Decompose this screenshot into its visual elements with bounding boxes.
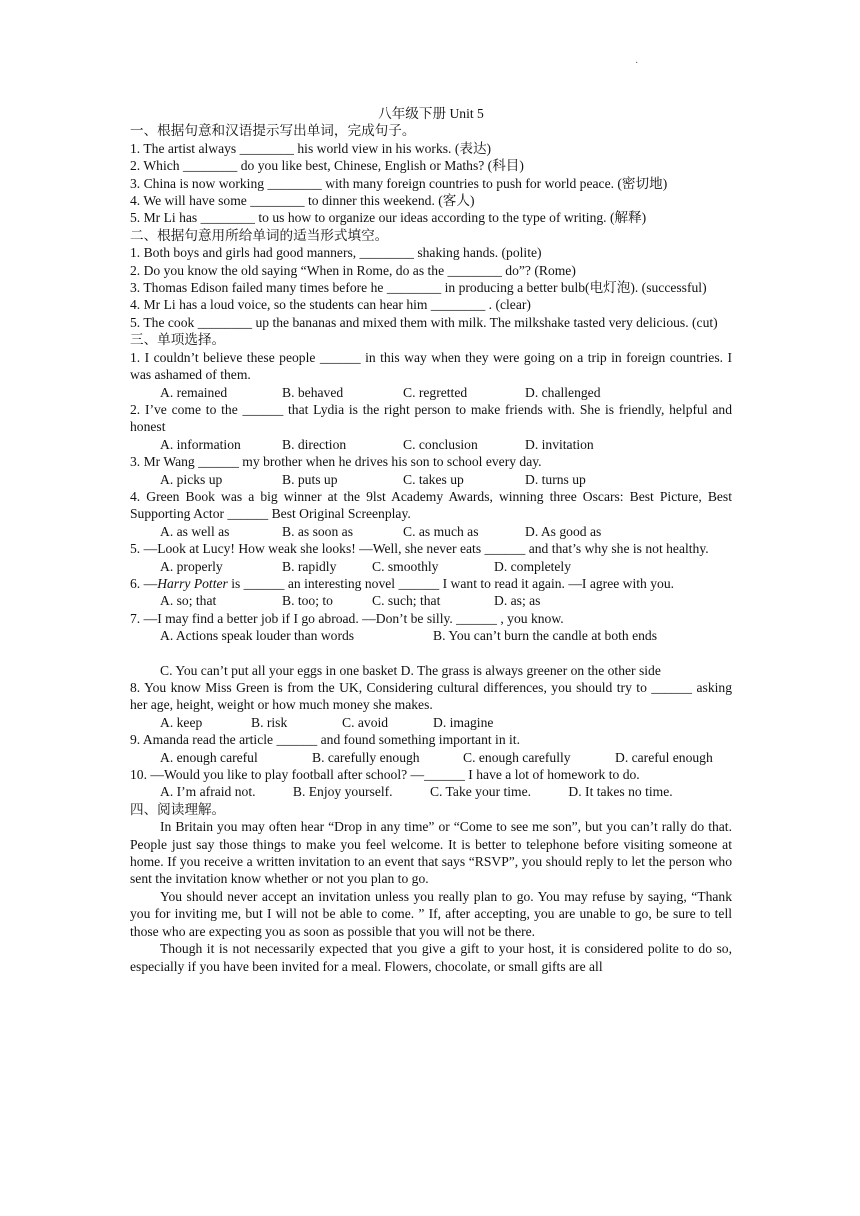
section-3-heading: 三、单项选择。 xyxy=(130,332,226,348)
q4-options xyxy=(130,523,732,540)
worksheet-content xyxy=(130,105,732,975)
reading-paragraph: You should never accept an invitation unless you really plan to go. You may refuse by saying, “Thank you for inviting me, but I will not be able to come. ” If, after accepting, you are unable to go, be sure to tell those who are expecting you as soon as possible that you will not be there. xyxy=(130,888,732,939)
option: A. as well as xyxy=(160,523,230,539)
q5-options xyxy=(130,558,732,575)
s1-item: 4. We will have some ________ to dinner this weekend. (客人) xyxy=(130,193,475,209)
corner-mark: · xyxy=(635,58,639,69)
option: B. as soon as xyxy=(282,523,353,539)
option: D. careful enough xyxy=(615,749,713,765)
q6-text: is ______ an interesting novel ______ I want to read it again. —I agree with you. xyxy=(227,575,675,591)
option: A. Actions speak louder than words xyxy=(160,628,355,644)
q7-options-cd: C. You can’t put all your eggs in one basket D. The grass is always greener on the other side xyxy=(160,662,661,678)
s2-item: 3. Thomas Edison failed many times before he ________ in producing a better bulb(电灯泡). (successful) xyxy=(130,280,707,296)
reading-paragraph: Though it is not necessarily expected that you give a gift to your host, it is considered polite to do so, especially if you have been invited for a meal. Flowers, chocolate, or small gifts are all xyxy=(130,941,732,974)
option: B. risk xyxy=(251,714,288,730)
option: B. You can’t burn the candle at both ends xyxy=(433,628,658,644)
question-5: 5. —Look at Lucy! How weak she looks! —Well, she never eats ______ and that’s why she is not healthy. xyxy=(130,541,709,557)
option: A. picks up xyxy=(160,471,223,487)
q10-options: A. I’m afraid not. B. Enjoy yourself. C. Take your time. D. It takes no time. xyxy=(160,784,673,800)
option: B. behaved xyxy=(282,384,344,400)
s2-item: 5. The cook ________ up the bananas and mixed them with milk. The milkshake tasted very delicious. (cut) xyxy=(130,314,718,330)
q2-options xyxy=(130,436,732,453)
section-2-heading: 二、根据句意用所给单词的适当形式填空。 xyxy=(130,227,389,243)
option: C. enough carefully xyxy=(463,749,571,765)
question-6 xyxy=(130,575,732,592)
option: D. challenged xyxy=(525,384,601,400)
s2-item: 2. Do you know the old saying “When in Rome, do as the ________ do”? (Rome) xyxy=(130,262,576,278)
section-4-heading: 四、阅读理解。 xyxy=(130,801,226,817)
option: D. turns up xyxy=(525,471,586,487)
question-9: 9. Amanda read the article ______ and found something important in it. xyxy=(130,732,520,748)
section-1-heading: 一、根据句意和汉语提示写出单词，完成句子。 xyxy=(130,123,416,139)
option: D. as; as xyxy=(494,593,541,609)
reading-paragraph: In Britain you may often hear “Drop in any time” or “Come to see me son”, but you can’t rally do that. People just say those things to make you feel welcome. It is better to telephone before visiting someone at home. If you receive a written invitation to an event that says “RSVP”, you should reply to let the person who sent the invitation know whether or not you plan to go. xyxy=(130,819,732,887)
spacer xyxy=(130,645,732,662)
option: A. properly xyxy=(160,558,223,574)
q8-options xyxy=(130,714,732,731)
q1-options xyxy=(130,384,732,401)
question-10: 10. —Would you like to play football after school? —______ I have a lot of homework to do. xyxy=(130,767,640,783)
question-1: 1. I couldn’t believe these people ______ in this way when they were going on a trip in foreign countries. I was ashamed of them. xyxy=(130,349,732,383)
s1-item: 1. The artist always ________ his world view in his works. (表达) xyxy=(130,140,492,156)
question-8: 8. You know Miss Green is from the UK, Considering cultural differences, you should try to ______ asking her age, height, weight or how much money she makes. xyxy=(130,680,732,713)
option: D. invitation xyxy=(525,436,594,452)
option: A. keep xyxy=(160,714,203,730)
book-title: Harry Potter xyxy=(157,575,228,591)
q3-options xyxy=(130,471,732,488)
option: C. such; that xyxy=(372,593,441,609)
question-3: 3. Mr Wang ______ my brother when he drives his son to school every day. xyxy=(130,454,542,470)
option: B. direction xyxy=(282,436,347,452)
option: C. regretted xyxy=(403,384,468,400)
q9-options xyxy=(130,749,732,766)
option: C. conclusion xyxy=(403,436,478,452)
s1-item: 5. Mr Li has ________ to us how to organize our ideas according to the type of writing. (解释) xyxy=(130,210,647,226)
s1-item: 3. China is now working ________ with many foreign countries to push for world peace. (密切地) xyxy=(130,175,668,191)
option: B. puts up xyxy=(282,471,338,487)
option: C. avoid xyxy=(342,714,389,730)
option: D. As good as xyxy=(525,523,602,539)
q6-options xyxy=(130,592,732,609)
option: B. too; to xyxy=(282,593,333,609)
option: C. as much as xyxy=(403,523,479,539)
option: A. information xyxy=(160,436,241,452)
option: A. so; that xyxy=(160,593,217,609)
option: B. rapidly xyxy=(282,558,337,574)
s2-item: 1. Both boys and girls had good manners, ________ shaking hands. (polite) xyxy=(130,245,542,261)
option: A. enough careful xyxy=(160,749,258,765)
question-2: 2. I’ve come to the ______ that Lydia is the right person to make friends with. She is friendly, helpful and honest xyxy=(130,401,732,435)
s2-item: 4. Mr Li has a loud voice, so the students can hear him ________ . (clear) xyxy=(130,297,531,313)
option: B. carefully enough xyxy=(312,749,420,765)
option: D. completely xyxy=(494,558,572,574)
option: D. imagine xyxy=(433,714,494,730)
q6-prefix: 6. — xyxy=(130,575,158,591)
page-title: 八年级下册 Unit 5 xyxy=(378,106,484,121)
q7-options-ab xyxy=(130,627,732,644)
option: C. takes up xyxy=(403,471,464,487)
option: A. remained xyxy=(160,384,228,400)
question-4: 4. Green Book was a big winner at the 9lst Academy Awards, winning three Oscars: Best Picture, Best Supporting Actor ______ Best Original Screenplay. xyxy=(130,488,732,522)
option: C. smoothly xyxy=(372,558,439,574)
s1-item: 2. Which ________ do you like best, Chinese, English or Maths? (科目) xyxy=(130,158,524,174)
question-7: 7. —I may find a better job if I go abroad. —Don’t be silly. ______ , you know. xyxy=(130,610,564,626)
